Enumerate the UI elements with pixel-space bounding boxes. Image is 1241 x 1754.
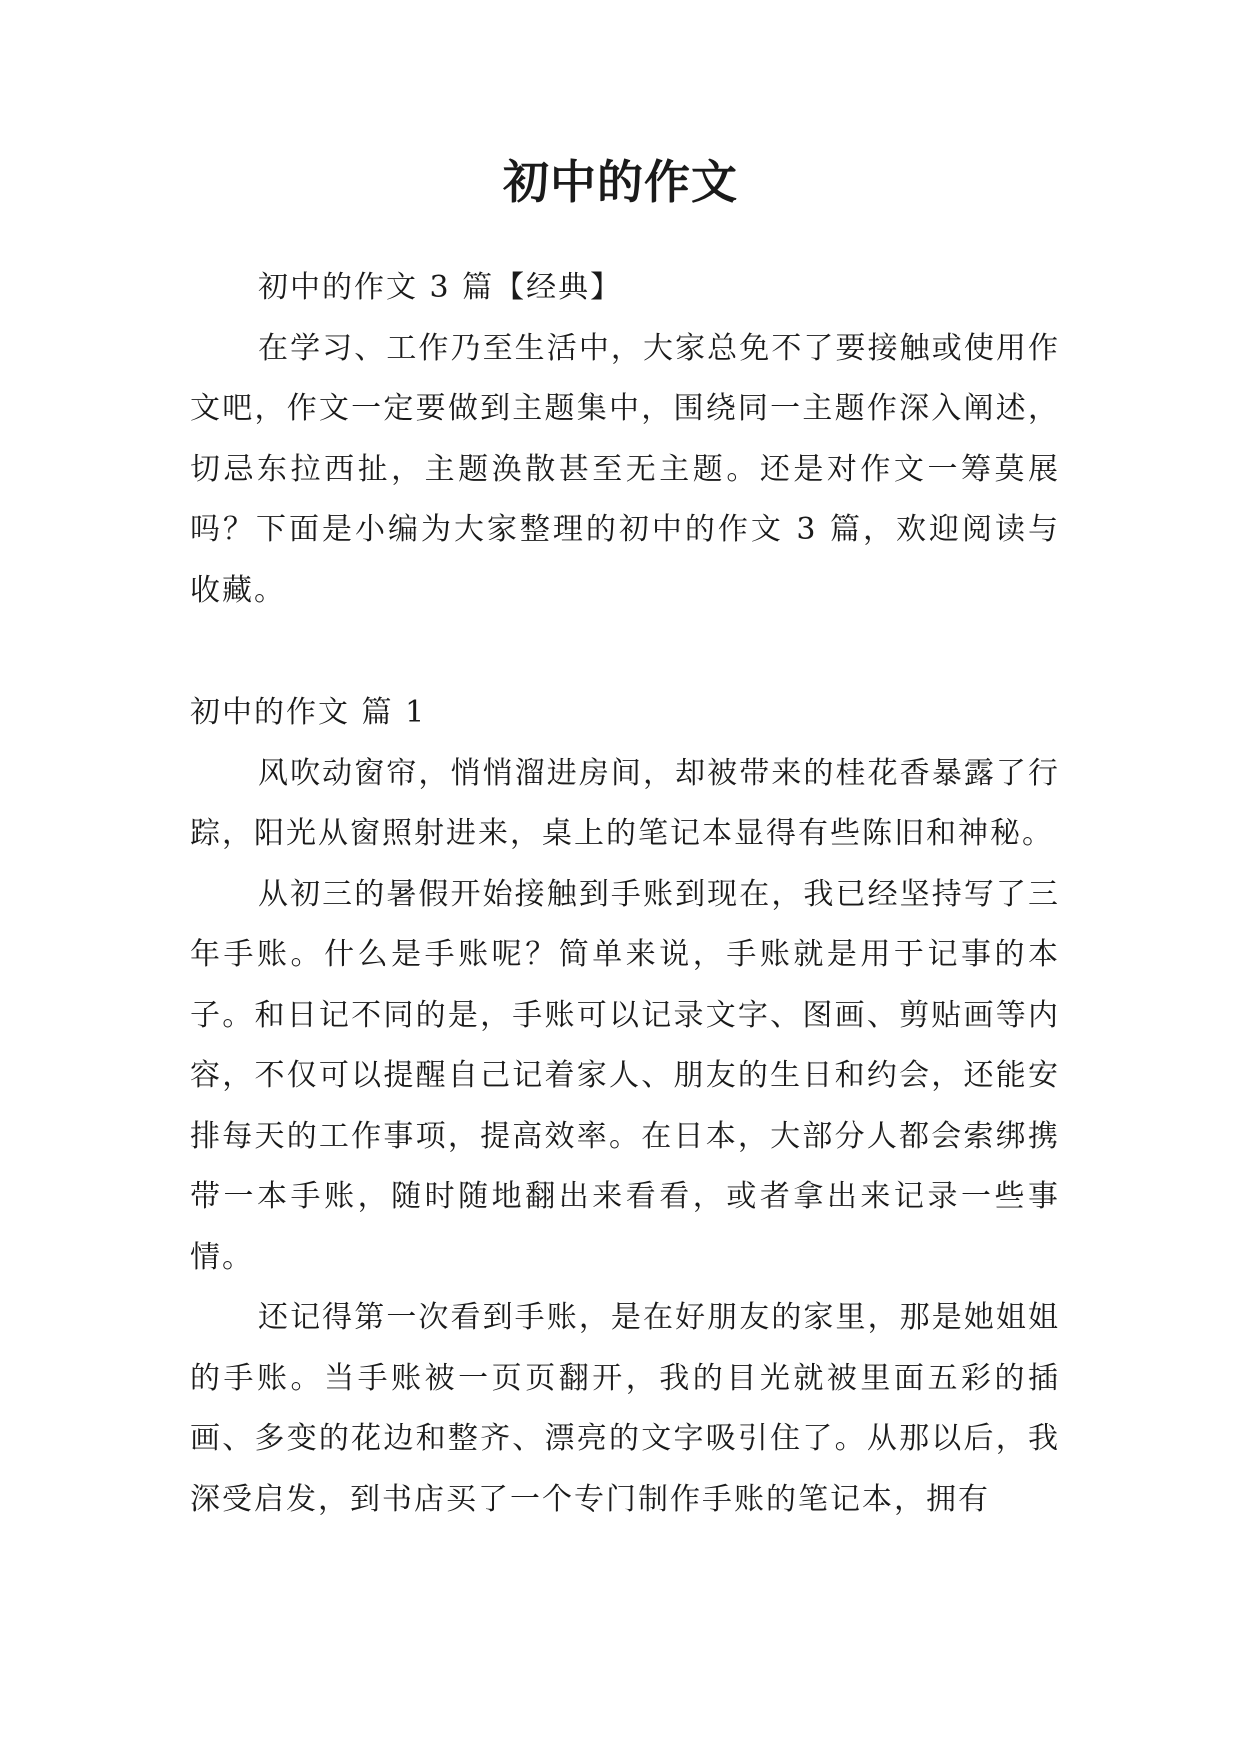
document-body (190, 258, 1060, 1530)
page-title: 初中的作文 (503, 155, 738, 209)
document-subtitle: 初中的作文 3 篇【经典】 (258, 270, 623, 305)
section-heading: 初中的作文 篇 1 (190, 695, 427, 730)
body-paragraph: 还记得第一次看到手账，是在好朋友的家里，那是她姐姐的手账。当手账被一页页翻开，我的目光就被里面五彩的插画、多变的花边和整齐、漂亮的文字吸引住了。从那以后，我深受启发，到书店买了一个专门制作手账的笔记本，拥有 (190, 1300, 1060, 1517)
body-paragraph: 从初三的暑假开始接触到手账到现在，我已经坚持写了三年手账。什么是手账呢？简单来说，手账就是用于记事的本子。和日记不同的是，手账可以记录文字、图画、剪贴画等内容，不仅可以提醒自己记着家人、朋友的生日和约会，还能安排每天的工作事项，提高效率。在日本，大部分人都会索绑携带一本手账，随时随地翻出来看看，或者拿出来记录一些事情。 (190, 876, 1060, 1275)
body-paragraph: 风吹动窗帘，悄悄溜进房间，却被带来的桂花香暴露了行踪，阳光从窗照射进来，桌上的笔记本显得有些陈旧和神秘。 (190, 755, 1060, 851)
intro-paragraph: 在学习、工作乃至生活中，大家总免不了要接触或使用作文吧，作文一定要做到主题集中，围绕同一主题作深入阐述，切忌东拉西扯，主题涣散甚至无主题。还是对作文一筹莫展吗？下面是小编为大家整理的初中的作文 3 篇，欢迎阅读与收藏。 (190, 330, 1060, 608)
